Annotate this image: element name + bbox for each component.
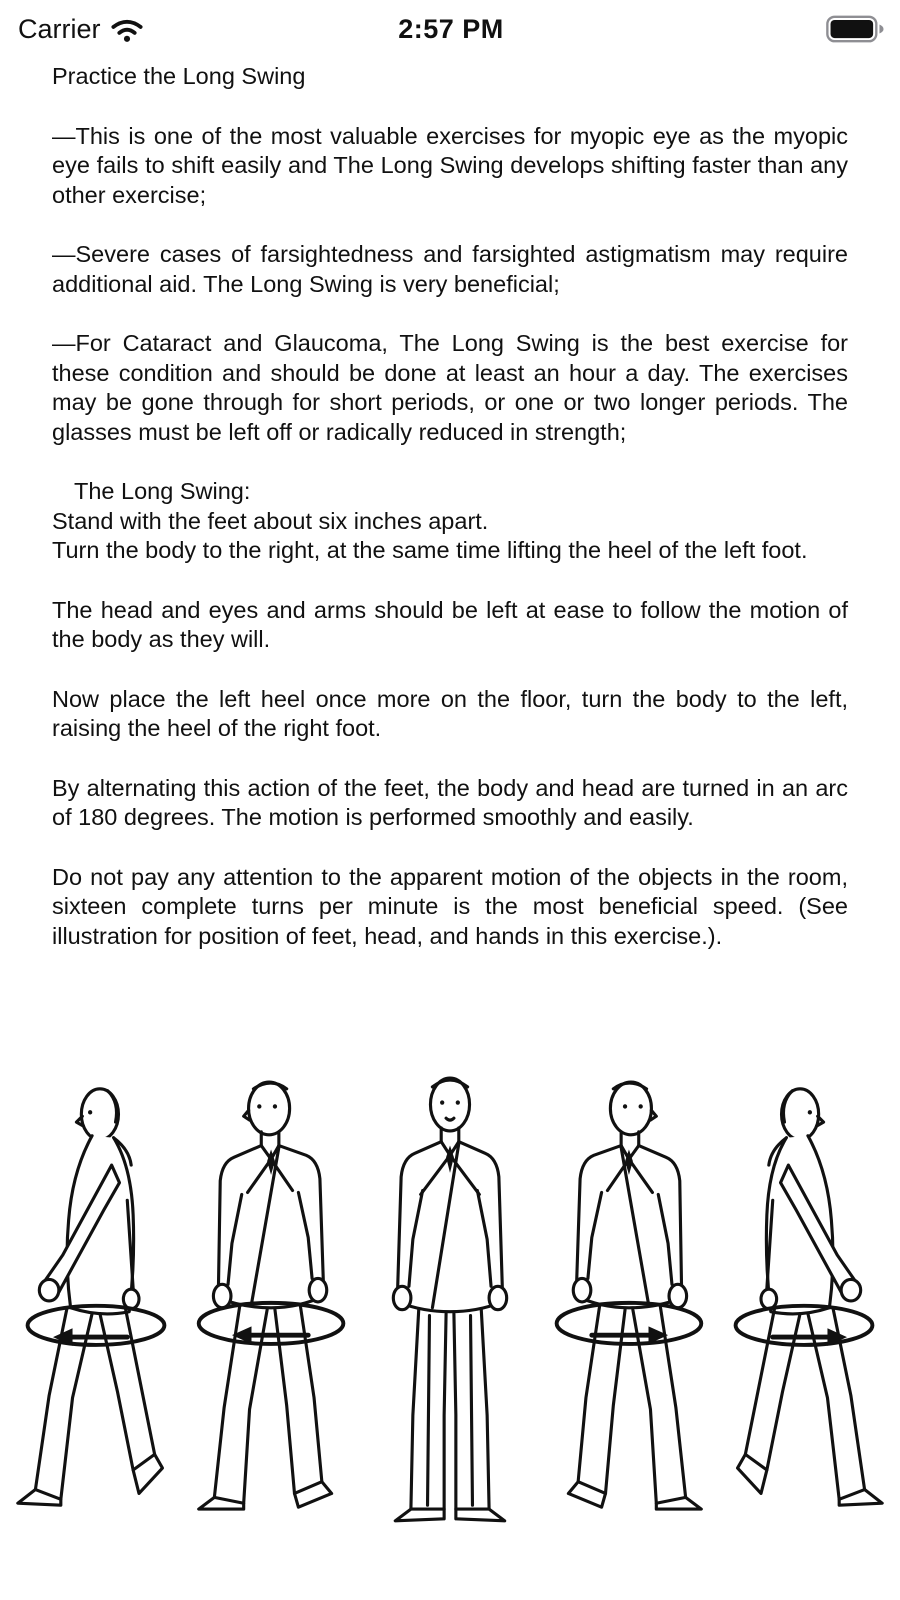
paragraph-farsighted: —Severe cases of farsightedness and farsighted astigmatism may require additional aid. The Long Swing is very beneficial; <box>52 241 848 297</box>
figure-three-quarter-facing-left <box>187 1063 359 1533</box>
paragraph-head-eyes-arms: The head and eyes and arms should be left at ease to follow the motion of the body as they will. <box>52 596 848 652</box>
instruction-stand: Stand with the feet about six inches apart. <box>52 507 489 534</box>
figure-profile-facing-left <box>10 1063 182 1533</box>
figure-three-quarter-facing-right <box>541 1063 713 1533</box>
paragraph-left-heel: Now place the left heel once more on the floor, turn the body to the left, raising the heel of the right foot. <box>52 685 848 741</box>
paragraph-myopic: —This is one of the most valuable exercises for myopic eye as the myopic eye fails to shift easily and The Long Swing develops shifting faster than any other exercise; <box>52 122 848 208</box>
carrier-label: Carrier <box>18 13 101 44</box>
instruction-lines <box>52 477 848 566</box>
figure-front-standing <box>364 1063 536 1533</box>
page-title: Practice the Long Swing <box>52 63 306 89</box>
figure-profile-facing-right <box>718 1063 890 1533</box>
clock-time: 2:57 PM <box>398 13 504 44</box>
paragraph-apparent-motion: Do not pay any attention to the apparent motion of the objects in the room, sixteen complete turns per minute is the most beneficial speed. (See illustration for position of feet, head, and hands in this exercise.). <box>52 863 848 949</box>
status-bar <box>0 0 900 48</box>
status-bar-right <box>826 15 884 43</box>
paragraph-cataract-glaucoma: —For Cataract and Glaucoma, The Long Swing is the best exercise for these condition and should be done at least an hour a day. The exercises may be gone through for short periods, or one or two longer periods. The glasses must be left off or radically reduced in strength; <box>52 330 848 445</box>
subheading-the-long-swing: The Long Swing: <box>74 478 251 504</box>
instruction-turn-right: Turn the body to the right, at the same time lifting the heel of the left foot. <box>52 537 808 563</box>
wifi-icon <box>110 16 144 43</box>
paragraph-alternating: By alternating this action of the feet, the body and head are turned in an arc of 180 degrees. The motion is performed smoothly and easily. <box>52 774 848 830</box>
reading-page[interactable] <box>0 62 900 951</box>
status-bar-left <box>18 14 398 45</box>
battery-full-icon <box>826 15 884 43</box>
exercise-illustration <box>0 1063 900 1533</box>
status-bar-center <box>398 14 504 45</box>
